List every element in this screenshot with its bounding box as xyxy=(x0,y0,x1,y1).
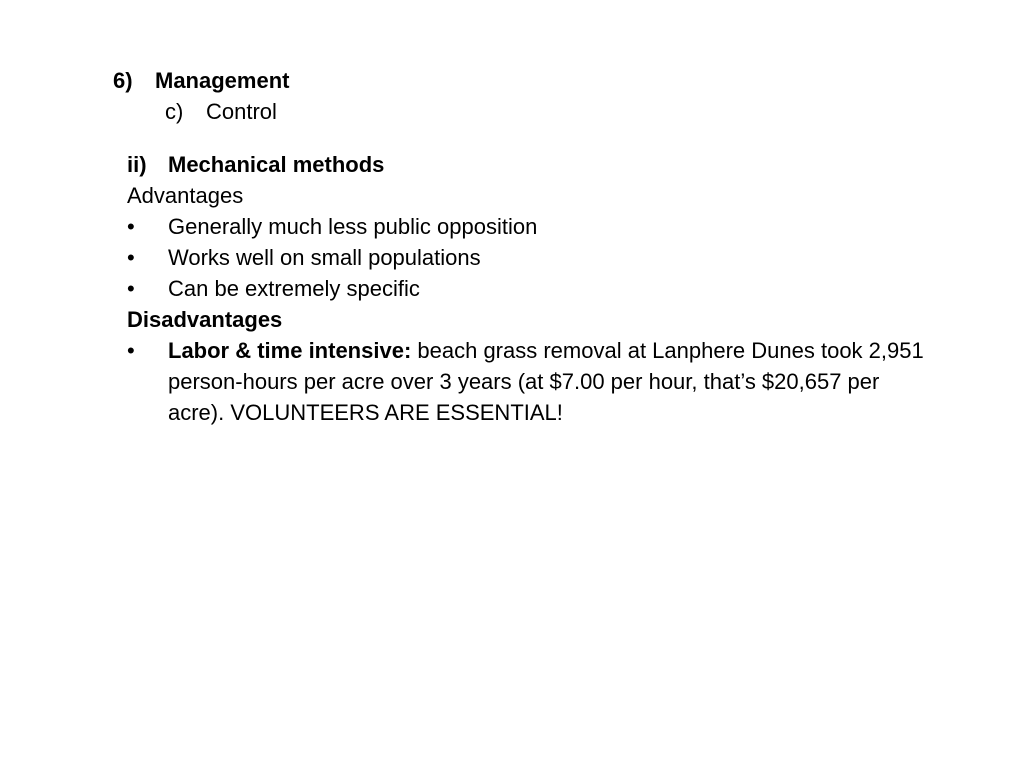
advantages-label: Advantages xyxy=(127,183,244,208)
advantage-item: Can be extremely specific xyxy=(168,276,420,301)
disadvantage-item xyxy=(168,335,938,428)
advantage-item: Works well on small populations xyxy=(168,245,481,270)
disadvantages-label: Disadvantages xyxy=(127,307,283,332)
bullet-marker: • xyxy=(127,276,135,301)
advantage-item: Generally much less public opposition xyxy=(168,214,538,239)
subheading-letter: c) xyxy=(165,99,184,124)
bullet-marker: • xyxy=(127,338,135,363)
bullet-marker: • xyxy=(127,214,135,239)
section-numeral: ii) xyxy=(127,152,147,177)
heading-title: Management xyxy=(155,68,290,93)
subheading-title: Control xyxy=(206,99,277,124)
disadvantage-lead: Labor & time intensive: xyxy=(168,338,412,363)
heading-number: 6) xyxy=(113,68,133,93)
disadvantage-text: beach grass removal at Lanphere Dunes took 2,951 person-hours per acre over 3 years (at $7.00 per hour, that’s $20,657 per acre). VOLUNTEERS ARE ESSENTIAL! xyxy=(168,338,924,425)
section-title: Mechanical methods xyxy=(168,152,385,177)
bullet-marker: • xyxy=(127,245,135,270)
